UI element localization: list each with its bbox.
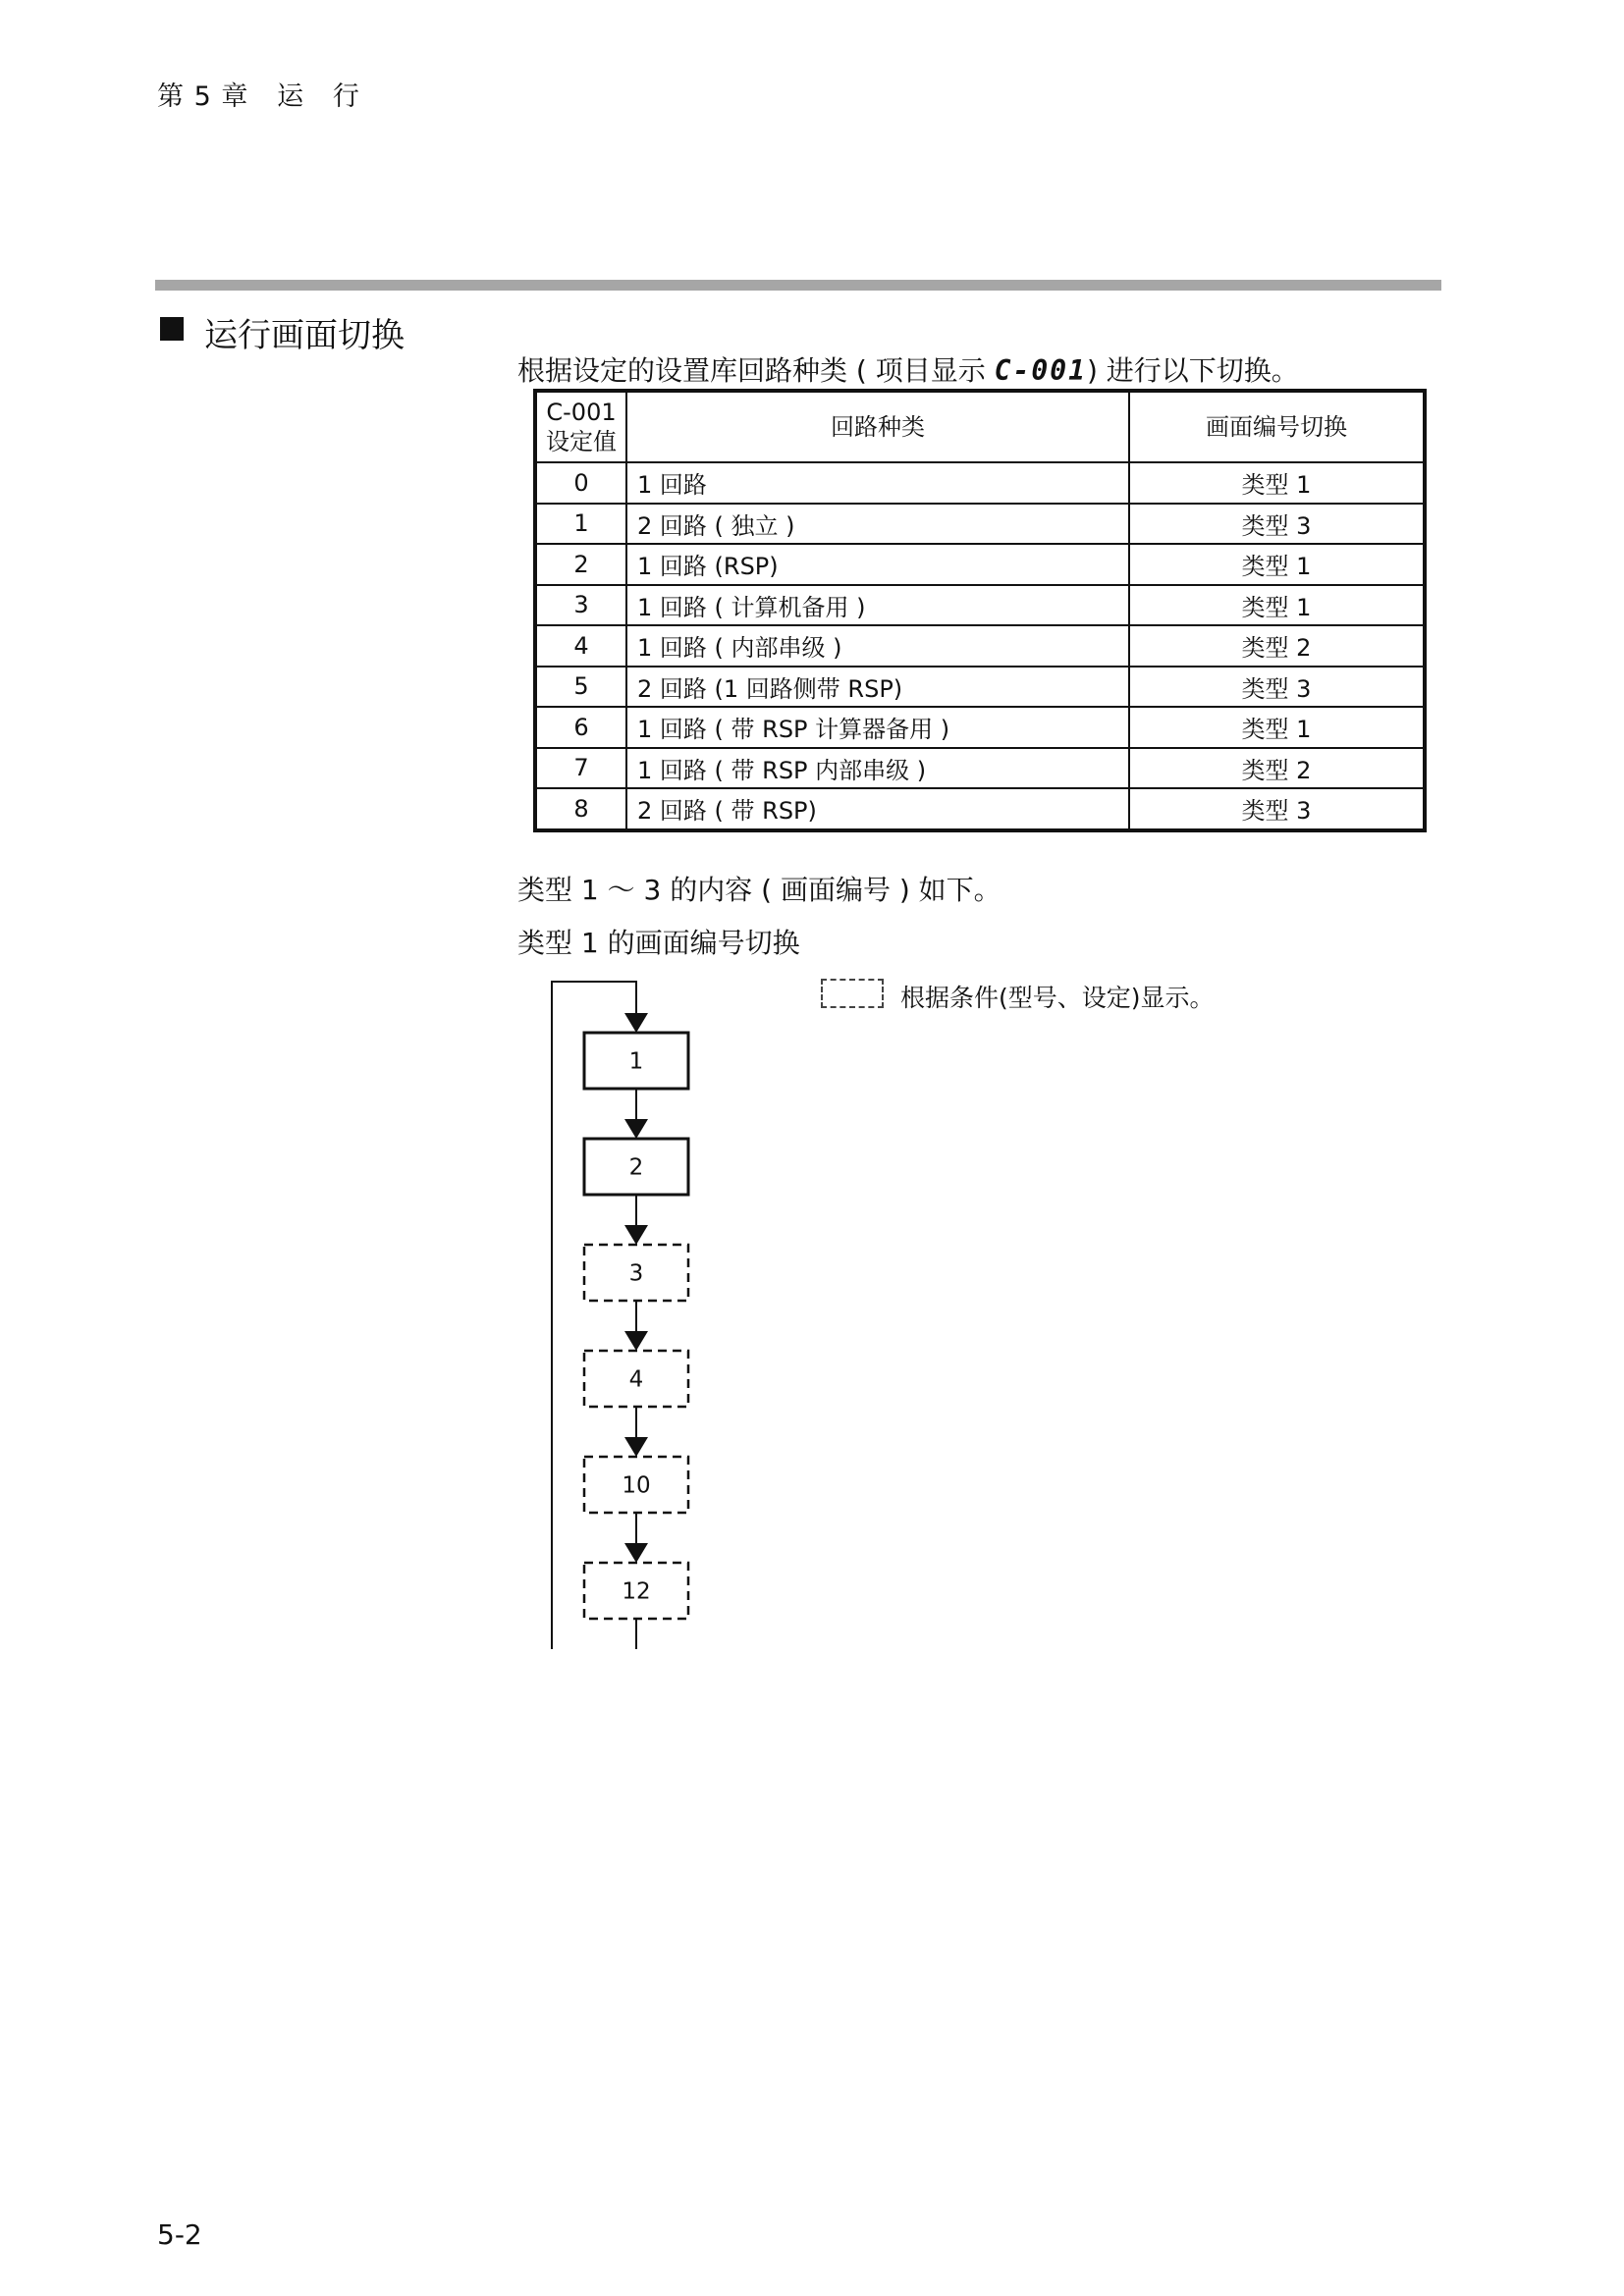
cell-setting-value: 5 xyxy=(535,667,626,708)
cell-screen-type: 类型 1 xyxy=(1129,462,1425,504)
intro-after: ) 进行以下切换。 xyxy=(1086,354,1299,387)
table-row xyxy=(535,625,1425,667)
intro-text xyxy=(517,349,1299,389)
cell-screen-type: 类型 3 xyxy=(1129,667,1425,708)
flow-node-label: 12 xyxy=(622,1578,651,1605)
table-row xyxy=(535,462,1425,504)
flow-node-label: 10 xyxy=(622,1472,651,1499)
legend-text: 根据条件(型号、设定)显示。 xyxy=(900,984,1215,1012)
segment-display-code: C-001 xyxy=(994,354,1087,387)
chapter-header xyxy=(157,75,360,113)
cell-loop-type: 1 回路 xyxy=(626,462,1129,504)
flow-node-label: 2 xyxy=(628,1154,644,1181)
intro-before: 根据设定的设置库回路种类 ( 项目显示 xyxy=(517,354,995,387)
header-setting-value: C-001 设定值 xyxy=(535,391,626,462)
types-description: 类型 1 ～ 3 的内容 ( 画面编号 ) 如下。 xyxy=(517,874,1001,906)
cell-setting-value: 8 xyxy=(535,788,626,830)
table-header-row xyxy=(535,391,1425,462)
flow-node-label: 3 xyxy=(628,1260,644,1287)
cell-setting-value: 6 xyxy=(535,707,626,748)
cell-loop-type: 1 回路 ( 带 RSP 计算器备用 ) xyxy=(626,707,1129,748)
section-title: 运行画面切换 xyxy=(204,316,405,355)
header-loop-type: 回路种类 xyxy=(626,391,1129,462)
cell-setting-value: 1 xyxy=(535,504,626,545)
cell-loop-type: 1 回路 (RSP) xyxy=(626,544,1129,585)
cell-setting-value: 2 xyxy=(535,544,626,585)
page-number: 5-2 xyxy=(157,2218,202,2251)
type1-flow-diagram xyxy=(530,972,727,1649)
cell-loop-type: 2 回路 (1 回路侧带 RSP) xyxy=(626,667,1129,708)
table-row xyxy=(535,748,1425,789)
cell-loop-type: 2 回路 ( 独立 ) xyxy=(626,504,1129,545)
cell-screen-type: 类型 3 xyxy=(1129,504,1425,545)
table-row xyxy=(535,504,1425,545)
cell-screen-type: 类型 2 xyxy=(1129,625,1425,667)
cell-screen-type: 类型 2 xyxy=(1129,748,1425,789)
table-row xyxy=(535,788,1425,830)
cell-screen-type: 类型 1 xyxy=(1129,585,1425,626)
flow-node-label: 4 xyxy=(628,1366,644,1393)
flow-node-label: 1 xyxy=(628,1048,644,1075)
type1-title: 类型 1 的画面编号切换 xyxy=(517,927,800,959)
cell-loop-type: 2 回路 ( 带 RSP) xyxy=(626,788,1129,830)
chapter-title: 运 行 xyxy=(277,81,360,112)
table-row xyxy=(535,707,1425,748)
cell-loop-type: 1 回路 ( 内部串级 ) xyxy=(626,625,1129,667)
cell-setting-value: 7 xyxy=(535,748,626,789)
legend-dashed-box xyxy=(821,979,884,1008)
cell-screen-type: 类型 1 xyxy=(1129,707,1425,748)
cell-setting-value: 0 xyxy=(535,462,626,504)
cell-screen-type: 类型 1 xyxy=(1129,544,1425,585)
cell-setting-value: 3 xyxy=(535,585,626,626)
table-row xyxy=(535,544,1425,585)
table-row xyxy=(535,585,1425,626)
cell-loop-type: 1 回路 ( 带 RSP 内部串级 ) xyxy=(626,748,1129,789)
table-row xyxy=(535,667,1425,708)
cell-setting-value: 4 xyxy=(535,625,626,667)
cell-screen-type: 类型 3 xyxy=(1129,788,1425,830)
cell-loop-type: 1 回路 ( 计算机备用 ) xyxy=(626,585,1129,626)
header-screen-switch: 画面编号切换 xyxy=(1129,391,1425,462)
chapter-number: 第 5 章 xyxy=(157,81,249,112)
section-rule xyxy=(155,280,1441,291)
section-bullet-icon xyxy=(160,317,184,341)
loop-type-table xyxy=(533,389,1427,832)
